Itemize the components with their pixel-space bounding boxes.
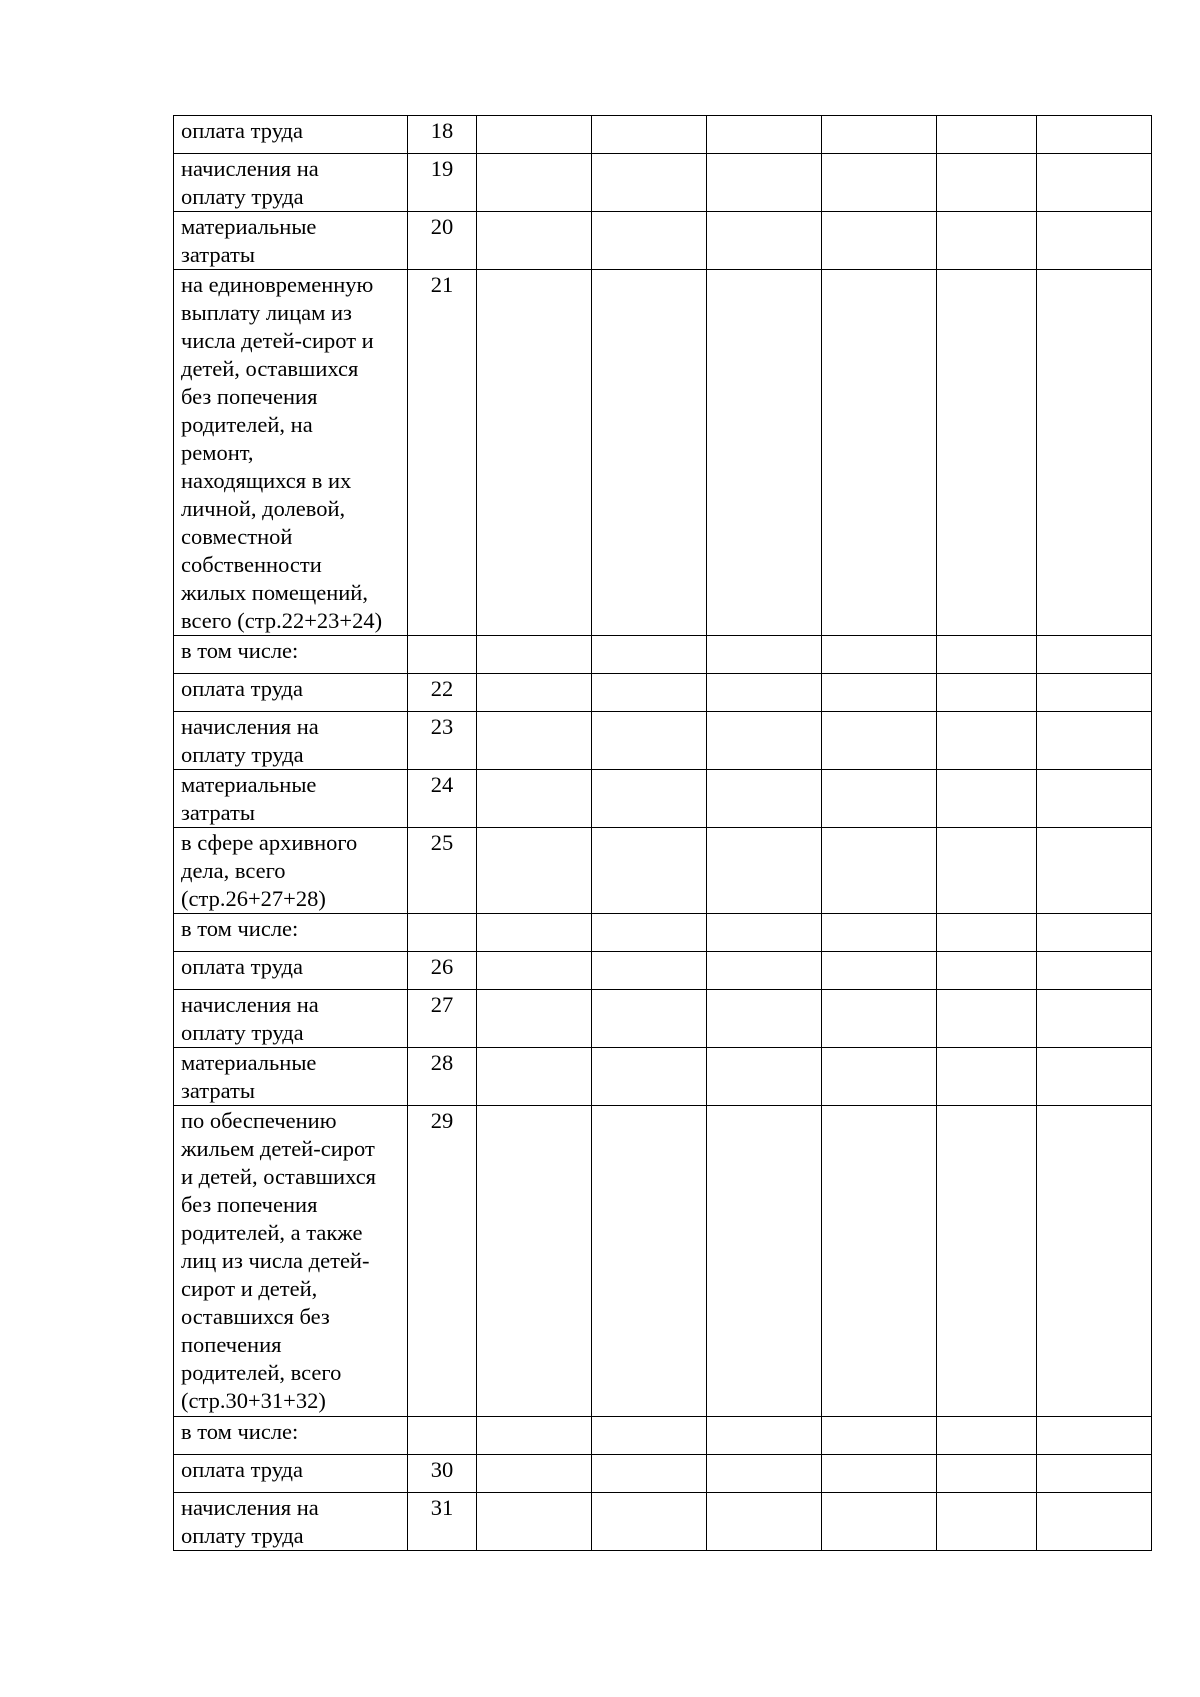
row-label: оплата труда (174, 1455, 408, 1493)
value-cell[interactable] (822, 770, 937, 828)
value-cell[interactable] (592, 1106, 707, 1417)
value-cell[interactable] (707, 712, 822, 770)
value-cell[interactable] (707, 1455, 822, 1493)
row-code: 26 (408, 952, 477, 990)
table-row (174, 914, 1152, 952)
value-cell[interactable] (822, 1417, 937, 1455)
row-code (408, 636, 477, 674)
value-cell[interactable] (1037, 990, 1152, 1048)
value-cell[interactable] (937, 770, 1037, 828)
row-label: оплата труда (174, 674, 408, 712)
value-cell[interactable] (477, 1493, 592, 1551)
value-cell[interactable] (937, 270, 1037, 636)
value-cell[interactable] (822, 914, 937, 952)
table-row (174, 1455, 1152, 1493)
row-code: 18 (408, 116, 477, 154)
value-cell[interactable] (822, 828, 937, 914)
value-cell[interactable] (592, 914, 707, 952)
value-cell[interactable] (592, 828, 707, 914)
value-cell[interactable] (822, 1106, 937, 1417)
value-cell[interactable] (1037, 212, 1152, 270)
row-label: начисления на оплату труда (174, 154, 408, 212)
value-cell[interactable] (1037, 1417, 1152, 1455)
row-label: материальные затраты (174, 1048, 408, 1106)
value-cell[interactable] (707, 674, 822, 712)
value-cell[interactable] (1037, 154, 1152, 212)
row-label: оплата труда (174, 952, 408, 990)
value-cell[interactable] (937, 674, 1037, 712)
row-code: 31 (408, 1493, 477, 1551)
value-cell[interactable] (592, 952, 707, 990)
row-label: на единовременную выплату лицам из числа детей-сирот и детей, оставшихся без попечения родителей, на ремонт, находящихся в их личной, долевой, совместной собственности жилых помещений, всего (стр.22+23+24) (174, 270, 408, 636)
value-cell[interactable] (707, 636, 822, 674)
row-code (408, 914, 477, 952)
value-cell[interactable] (707, 1048, 822, 1106)
value-cell[interactable] (592, 636, 707, 674)
row-code: 20 (408, 212, 477, 270)
table-row (174, 952, 1152, 990)
table-row (174, 212, 1152, 270)
value-cell[interactable] (477, 770, 592, 828)
value-cell[interactable] (1037, 712, 1152, 770)
value-cell[interactable] (937, 1106, 1037, 1417)
value-cell[interactable] (1037, 952, 1152, 990)
table-row (174, 828, 1152, 914)
value-cell[interactable] (1037, 828, 1152, 914)
value-cell[interactable] (822, 1048, 937, 1106)
value-cell[interactable] (707, 154, 822, 212)
value-cell[interactable] (477, 154, 592, 212)
value-cell[interactable] (937, 1455, 1037, 1493)
row-label: в том числе: (174, 1417, 408, 1455)
value-cell[interactable] (937, 1048, 1037, 1106)
value-cell[interactable] (822, 154, 937, 212)
row-code: 21 (408, 270, 477, 636)
value-cell[interactable] (477, 712, 592, 770)
report-table (173, 115, 1152, 1551)
row-code: 25 (408, 828, 477, 914)
table-row (174, 270, 1152, 636)
value-cell[interactable] (592, 1493, 707, 1551)
row-label: материальные затраты (174, 770, 408, 828)
value-cell[interactable] (937, 1493, 1037, 1551)
value-cell[interactable] (477, 1106, 592, 1417)
row-code: 27 (408, 990, 477, 1048)
table-row (174, 1106, 1152, 1417)
row-code (408, 1417, 477, 1455)
value-cell[interactable] (592, 1417, 707, 1455)
row-label: по обеспечению жильем детей-сирот и детей, оставшихся без попечения родителей, а также лиц из числа детей- сирот и детей, оставшихся без попечения родителей, всего (стр.30+31+32) (174, 1106, 408, 1417)
row-code: 29 (408, 1106, 477, 1417)
value-cell[interactable] (477, 1048, 592, 1106)
value-cell[interactable] (707, 212, 822, 270)
row-label: материальные затраты (174, 212, 408, 270)
value-cell[interactable] (937, 828, 1037, 914)
value-cell[interactable] (822, 674, 937, 712)
value-cell[interactable] (1037, 1048, 1152, 1106)
value-cell[interactable] (707, 1493, 822, 1551)
table-row (174, 1493, 1152, 1551)
row-code: 30 (408, 1455, 477, 1493)
value-cell[interactable] (1037, 116, 1152, 154)
value-cell[interactable] (477, 116, 592, 154)
value-cell[interactable] (592, 116, 707, 154)
table-row (174, 770, 1152, 828)
value-cell[interactable] (592, 990, 707, 1048)
value-cell[interactable] (707, 952, 822, 990)
value-cell[interactable] (592, 674, 707, 712)
table-row (174, 1417, 1152, 1455)
value-cell[interactable] (822, 636, 937, 674)
value-cell[interactable] (822, 712, 937, 770)
row-label: в том числе: (174, 636, 408, 674)
value-cell[interactable] (937, 952, 1037, 990)
table-row (174, 990, 1152, 1048)
value-cell[interactable] (937, 212, 1037, 270)
value-cell[interactable] (937, 154, 1037, 212)
value-cell[interactable] (477, 1455, 592, 1493)
row-code: 28 (408, 1048, 477, 1106)
value-cell[interactable] (707, 770, 822, 828)
value-cell[interactable] (1037, 1455, 1152, 1493)
value-cell[interactable] (477, 828, 592, 914)
value-cell[interactable] (1037, 270, 1152, 636)
value-cell[interactable] (477, 914, 592, 952)
value-cell[interactable] (592, 1048, 707, 1106)
value-cell[interactable] (592, 712, 707, 770)
value-cell[interactable] (707, 1106, 822, 1417)
value-cell[interactable] (592, 770, 707, 828)
value-cell[interactable] (822, 1493, 937, 1551)
value-cell[interactable] (1037, 914, 1152, 952)
row-label: в сфере архивного дела, всего (стр.26+27+28) (174, 828, 408, 914)
table-body (174, 116, 1152, 1551)
value-cell[interactable] (822, 212, 937, 270)
table-row (174, 1048, 1152, 1106)
value-cell[interactable] (1037, 770, 1152, 828)
table-row (174, 154, 1152, 212)
value-cell[interactable] (477, 636, 592, 674)
value-cell[interactable] (1037, 1493, 1152, 1551)
value-cell[interactable] (477, 952, 592, 990)
value-cell[interactable] (707, 828, 822, 914)
value-cell[interactable] (707, 270, 822, 636)
table-row (174, 674, 1152, 712)
value-cell[interactable] (592, 154, 707, 212)
table-row (174, 712, 1152, 770)
value-cell[interactable] (592, 212, 707, 270)
value-cell[interactable] (707, 990, 822, 1048)
value-cell[interactable] (707, 116, 822, 154)
value-cell[interactable] (822, 116, 937, 154)
value-cell[interactable] (477, 990, 592, 1048)
value-cell[interactable] (937, 116, 1037, 154)
row-label: оплата труда (174, 116, 408, 154)
value-cell[interactable] (937, 990, 1037, 1048)
row-label: в том числе: (174, 914, 408, 952)
row-code: 24 (408, 770, 477, 828)
value-cell[interactable] (1037, 674, 1152, 712)
value-cell[interactable] (1037, 636, 1152, 674)
row-code: 19 (408, 154, 477, 212)
table-row (174, 636, 1152, 674)
value-cell[interactable] (592, 1455, 707, 1493)
row-label: начисления на оплату труда (174, 712, 408, 770)
value-cell[interactable] (707, 914, 822, 952)
value-cell[interactable] (477, 674, 592, 712)
table-row (174, 116, 1152, 154)
value-cell[interactable] (1037, 1106, 1152, 1417)
value-cell[interactable] (937, 636, 1037, 674)
row-label: начисления на оплату труда (174, 990, 408, 1048)
value-cell[interactable] (592, 270, 707, 636)
row-code: 22 (408, 674, 477, 712)
value-cell[interactable] (937, 914, 1037, 952)
value-cell[interactable] (822, 990, 937, 1048)
value-cell[interactable] (477, 270, 592, 636)
value-cell[interactable] (822, 270, 937, 636)
value-cell[interactable] (822, 1455, 937, 1493)
value-cell[interactable] (937, 1417, 1037, 1455)
value-cell[interactable] (477, 1417, 592, 1455)
row-code: 23 (408, 712, 477, 770)
row-label: начисления на оплату труда (174, 1493, 408, 1551)
value-cell[interactable] (707, 1417, 822, 1455)
value-cell[interactable] (822, 952, 937, 990)
value-cell[interactable] (477, 212, 592, 270)
value-cell[interactable] (937, 712, 1037, 770)
